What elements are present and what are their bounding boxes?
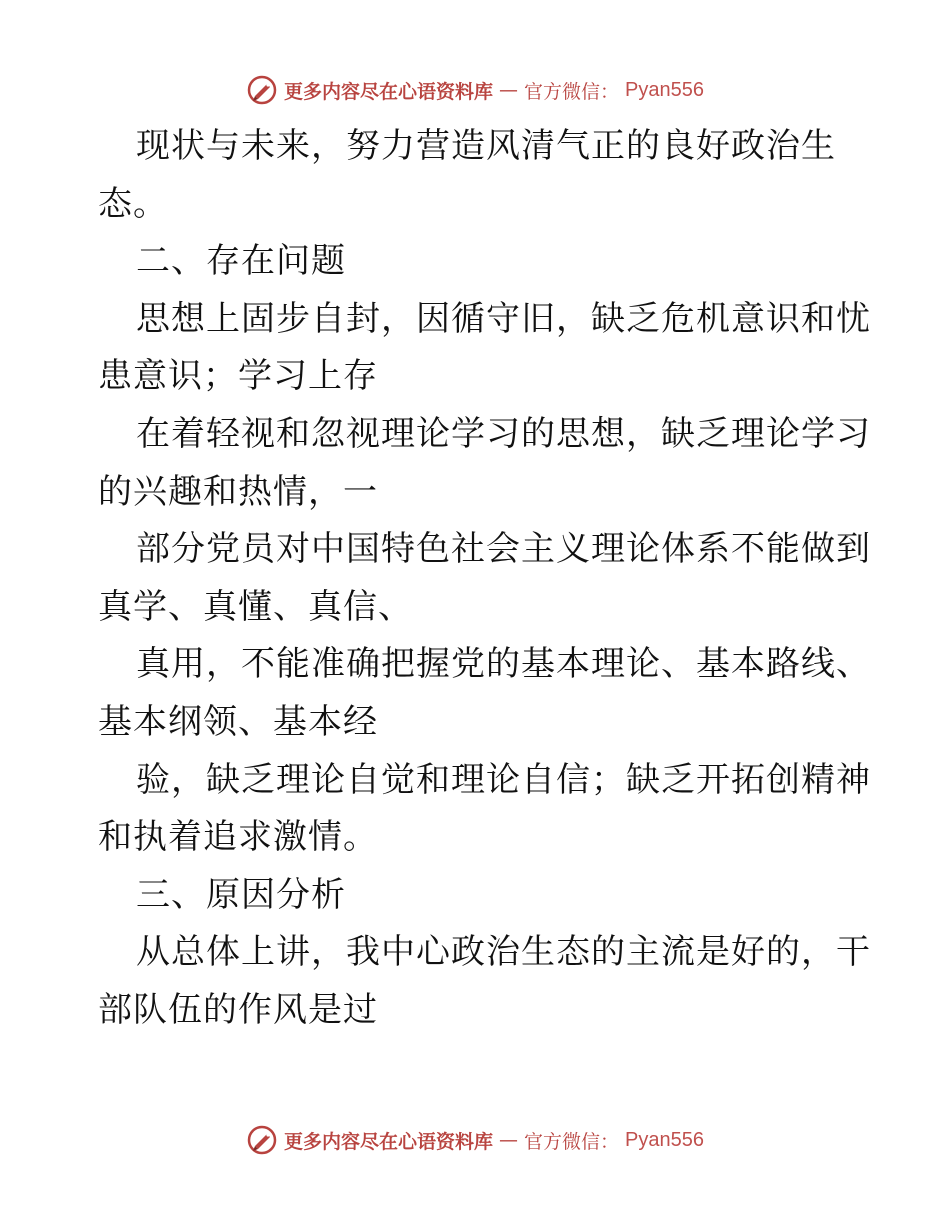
body-line: 真用，不能准确把握党的基本理论、基本路线、 (136, 644, 871, 685)
body-line: 验，缺乏理论自觉和理论自信；缺乏开拓创精神 (136, 759, 871, 800)
body-line: 基本纲领、基本经 (98, 701, 378, 742)
body-line: 的兴趣和热情，一 (98, 471, 378, 512)
body-line: 从总体上讲，我中心政治生态的主流是好的，干 (136, 932, 871, 973)
body-line: 在着轻视和忽视理论学习的思想，缺乏理论学习 (136, 413, 871, 454)
body-line: 和执着追求激情。 (98, 817, 378, 858)
body-line: 真学、真懂、真信、 (98, 586, 413, 627)
header-wechat-id: Pyan556 (625, 78, 704, 101)
section-heading: 二、存在问题 (136, 241, 346, 282)
body-line: 现状与未来，努力营造风清气正的良好政治生 (136, 126, 836, 166)
footer-promo-text: 更多内容尽在心语资料库 (284, 1130, 494, 1153)
document-body (98, 118, 871, 1040)
footer-dash: — (499, 1129, 519, 1151)
footer-wechat-id: Pyan556 (625, 1128, 704, 1151)
footer-banner (0, 1120, 950, 1160)
body-line: 思想上固步自封，因循守旧，缺乏危机意识和忧 (136, 298, 871, 339)
header-wechat-label: 官方微信： (524, 80, 620, 103)
header-promo-text: 更多内容尽在心语资料库 (284, 80, 494, 103)
body-line: 态。 (98, 183, 168, 224)
pen-logo-icon (246, 74, 278, 106)
section-heading: 三、原因分析 (136, 874, 346, 915)
header-banner (0, 70, 950, 110)
pen-logo-icon (246, 1124, 278, 1156)
footer-wechat-label: 官方微信： (524, 1130, 620, 1153)
header-dash: — (499, 79, 519, 101)
body-line: 部队伍的作风是过 (98, 989, 378, 1030)
body-line: 部分党员对中国特色社会主义理论体系不能做到 (136, 529, 871, 570)
body-line: 患意识；学习上存 (98, 356, 378, 397)
